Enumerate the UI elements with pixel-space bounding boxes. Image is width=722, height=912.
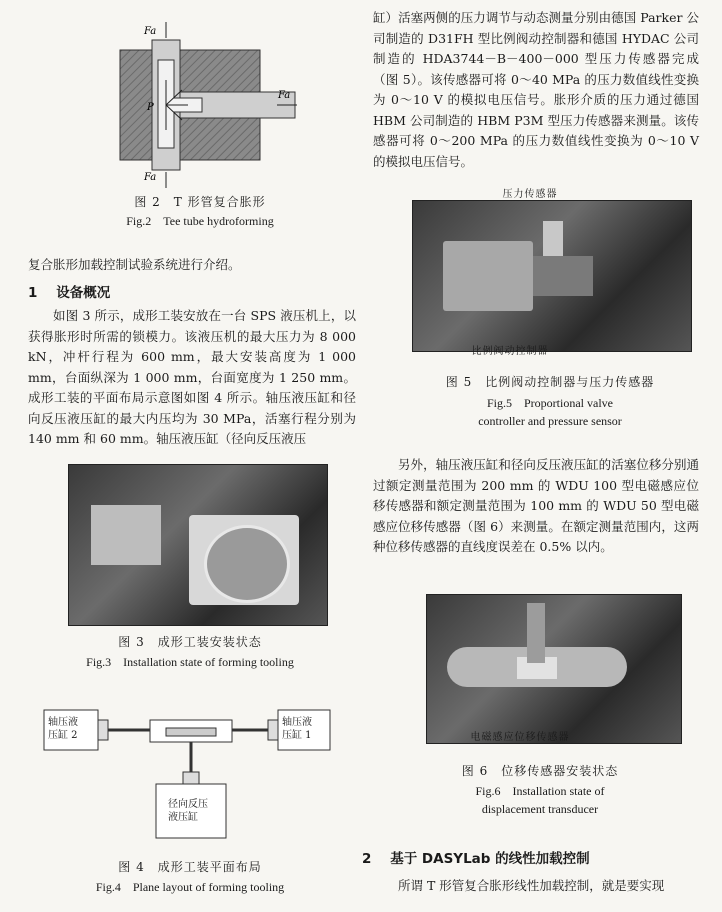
fig4-label-cylinder-1: 轴压液 压缸 1: [282, 717, 312, 741]
section-1-paragraph: 如图 3 所示，成形工装安放在一台 SPS 液压机上，以获得胀形时所需的锁模力。该液压机的最大压力为 8 000 kN，冲杆行程为 600 mm，最大安装高度为 1 000 mm，台面纵深为 1 000 mm，台面宽度为 1 250 mm。成形工装的平面布局示意图如图 4 所示。轴压液压缸和径向反压液压缸的最大内压均为 30 MPa，活塞行程分别为 140 mm 和 60 mm。轴压液压缸（径向反压液压: [28, 308, 356, 446]
fa-bottom-label: Fa: [144, 172, 157, 183]
fig4-caption-cn: 图 4 成形工装平面布局: [118, 860, 262, 874]
section-2-heading: [362, 847, 590, 867]
right-paragraph-3: 所谓 T 形管复合胀形线性加载控制，就是要实现: [398, 878, 665, 893]
fig4-label-radial-cylinder: 径向反压 液压缸: [168, 799, 208, 823]
section-1-title: 设备概况: [56, 285, 111, 301]
right-paragraph-2: 另外，轴压液压缸和径向反压液压缸的活塞位移分别通过额定测量范围为 200 mm 的 WDU 100 型电磁感应位移传感器和额定测量范围为 100 mm 的 WDU 50 型电磁感应位移传感器（图 6）来测量。在额定测量范围内，这两种位移传感器的直线度误差在 0.5% 以内。: [373, 457, 699, 554]
tee-tube-diagram: [92, 20, 302, 190]
fig5-photo: [412, 200, 692, 352]
pressure-label: P: [147, 102, 154, 113]
figure-2: [92, 20, 302, 190]
figure-4: [38, 698, 338, 848]
fig3-caption-cn: 图 3 成形工装安装状态: [118, 635, 262, 649]
fig5-caption-en-line2: controller and pressure sensor: [478, 414, 622, 428]
fig2-caption-cn: 图 2 T 形管复合胀形: [134, 195, 266, 209]
right-paragraph-1: 缸）活塞两侧的压力调节与动态测量分别由德国 Parker 公司制造的 D31FH 型比例阀动控制器和德国 HYDAC 公司制造的 HDA3744－B－400－000 型压力传感器完成（图 5）。该传感器可将 0～40 MPa 的压力数值线性变换为 0～10 V 的模拟电压信号。胀形介质的压力通过德国 HBM 公司制造的 HBM P3M 型压力传感器来测量。该传感器可将 0～200 MPa 的压力数值线性变换为 0～10 V 的模拟电压信号。: [373, 10, 699, 169]
fig6-caption-cn: 图 6 位移传感器安装状态: [461, 764, 619, 778]
fig3-caption-en: Fig.3 Installation state of forming tooling: [86, 655, 294, 669]
left-intro-text: 复合胀形加载控制试验系统进行介绍。: [28, 257, 241, 272]
fig3-photo: [68, 464, 328, 626]
section-1-number: 1: [28, 285, 38, 301]
fig4-caption-en: Fig.4 Plane layout of forming tooling: [95, 880, 285, 894]
section-2-title: 基于 DASYLab 的线性加载控制: [390, 851, 590, 867]
fig2-caption-en: Fig.2 Tee tube hydroforming: [126, 214, 274, 228]
fig6-caption-en-line2: displacement transducer: [481, 802, 599, 816]
fig6-sensor-label: 电磁感应位移传感器: [470, 732, 570, 743]
fig5-caption-cn: 图 5 比例阀动控制器与压力传感器: [445, 375, 655, 389]
fig5-caption-en-line1: Fig.5 Proportional valve: [487, 396, 613, 410]
fa-right-label: Fa: [278, 90, 291, 101]
fig6-photo: [426, 594, 682, 744]
section-1-heading: [28, 281, 110, 301]
fa-top-label: Fa: [144, 26, 157, 37]
fig5-top-label: 压力传感器: [502, 189, 558, 200]
section-2-number: 2: [362, 851, 372, 867]
fig6-caption-en-line1: Fig.6 Installation state of: [475, 784, 605, 798]
fig4-label-cylinder-2: 轴压液 压缸 2: [48, 717, 78, 741]
fig5-bottom-label: 比例阀动控制器: [471, 346, 549, 357]
